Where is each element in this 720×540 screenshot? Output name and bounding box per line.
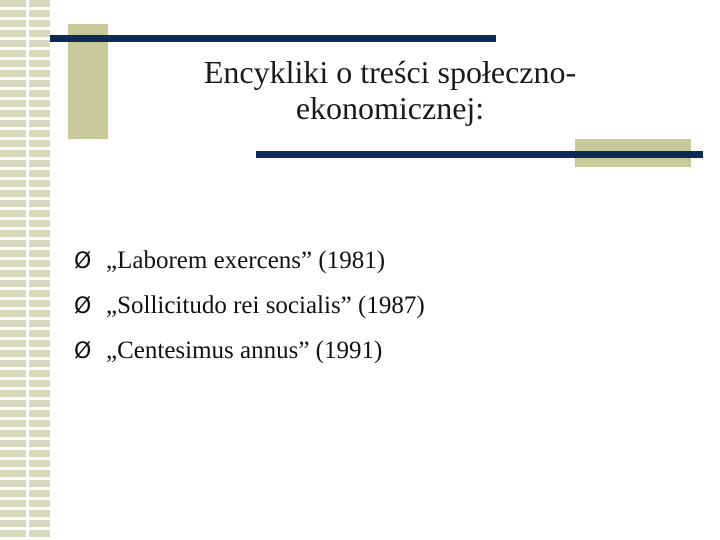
title-rule-top (50, 35, 496, 42)
arrow-bullet-icon: Ø (74, 249, 92, 274)
list-item-text: „Centesimus annus” (1991) (106, 337, 383, 364)
arrow-bullet-icon: Ø (74, 339, 92, 364)
left-stripe-decoration (0, 0, 50, 540)
list-item (74, 288, 425, 333)
list-item (74, 333, 425, 378)
slide-title-line-2: ekonomicznej: (295, 90, 485, 126)
list-item-text: „Laborem exercens” (1981) (106, 247, 386, 274)
slide-title (150, 54, 630, 126)
list-item-text: „Sollicitudo rei socialis” (1987) (106, 292, 425, 319)
title-rule-bottom (256, 151, 703, 158)
slide-title-line-1: Encykliki o treści społeczno- (203, 54, 577, 90)
bullet-list (74, 243, 425, 378)
arrow-bullet-icon: Ø (74, 294, 92, 319)
list-item (74, 243, 425, 288)
